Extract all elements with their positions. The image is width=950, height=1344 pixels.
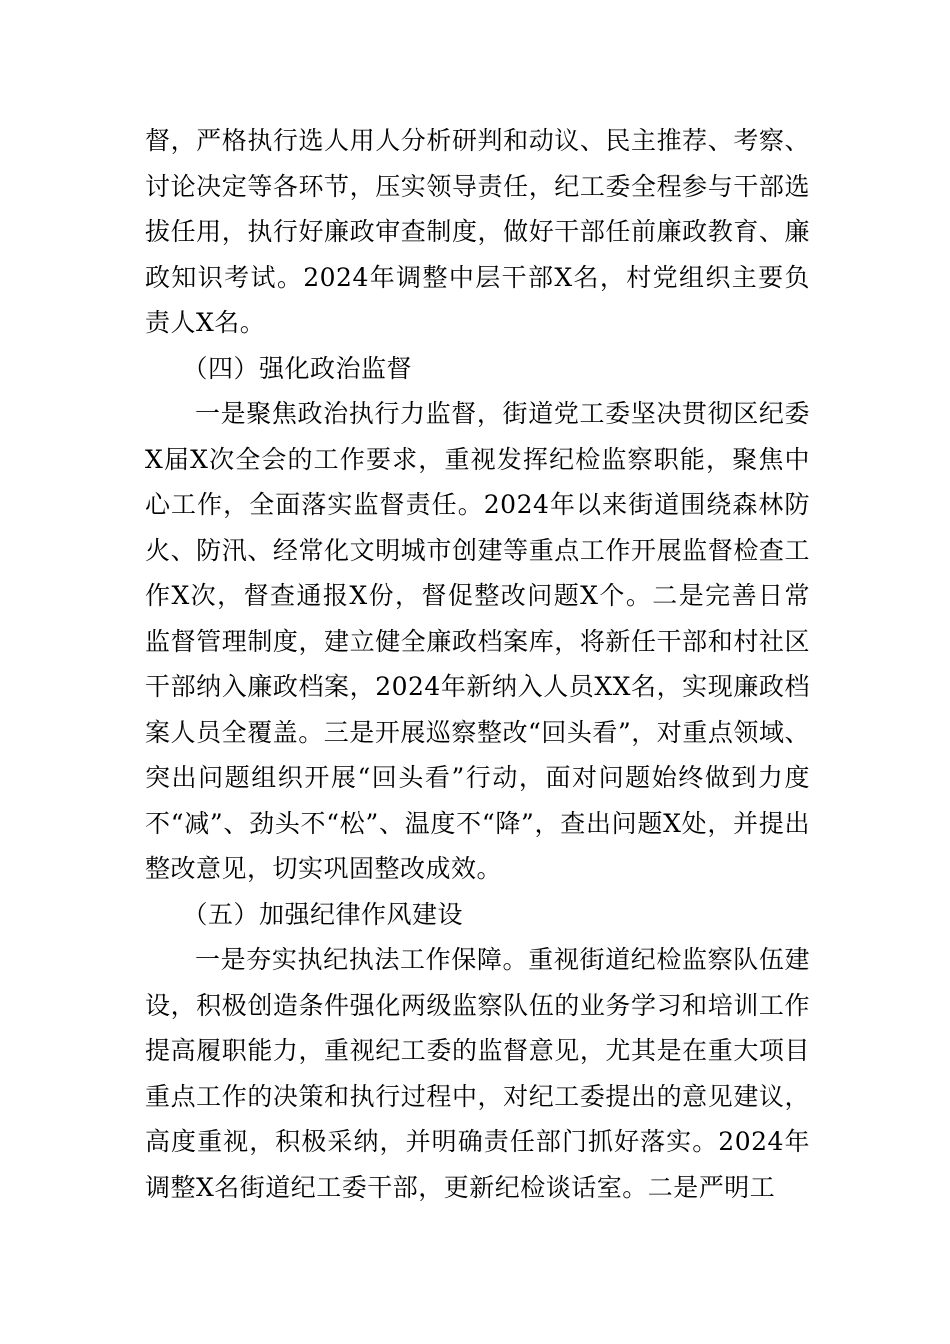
section-heading-discipline-style (145, 892, 810, 938)
paragraph-discipline-style: 一是夯实执纪执法工作保障。重视街道纪检监察队伍建设，积极创造条件强化两级监察队伍的业务学习和培训工作提高履职能力，重视纪工委的监督意见，尤其是在重大项目重点工作的决策和执行过程中，对纪工委提出的意见建议，高度重视，积极采纳，并明确责任部门抓好落实。2024年调整X名街道纪工委干部，更新纪检谈话室。二是严明工 (145, 945, 810, 1202)
paragraph-personnel-selection: 督，严格执行选人用人分析研判和动议、民主推荐、考察、讨论决定等各环节，压实领导责任，纪工委全程参与干部选拔任用，执行好廉政审查制度，做好干部任前廉政教育、廉政知识考试。2024年调整中层干部X名，村党组织主要负责人X名。 (145, 126, 810, 337)
document-body (145, 118, 810, 1210)
section-heading-text: （五）加强纪律作风建设 (182, 899, 464, 929)
section-heading-political-supervision (145, 346, 810, 392)
paragraph-political-supervision: 一是聚焦政治执行力监督，街道党工委坚决贯彻区纪委X届X次全会的工作要求，重视发挥纪检监察职能，聚焦中心工作，全面落实监督责任。2024年以来街道围绕森林防火、防汛、经常化文明城市创建等重点工作开展监督检查工作X次，督查通报X份，督促整改问题X个。二是完善日常监督管理制度，建立健全廉政档案库，将新任干部和村社区干部纳入廉政档案，2024年新纳入人员XX名，实现廉政档案人员全覆盖。三是开展巡察整改“回头看”，对重点领域、突出问题组织开展“回头看”行动，面对问题始终做到力度不“减”、劲头不“松”、温度不“降”，查出问题X处，并提出整改意见，切实巩固整改成效。 (145, 399, 810, 883)
section-heading-text: （四）强化政治监督 (182, 353, 413, 383)
